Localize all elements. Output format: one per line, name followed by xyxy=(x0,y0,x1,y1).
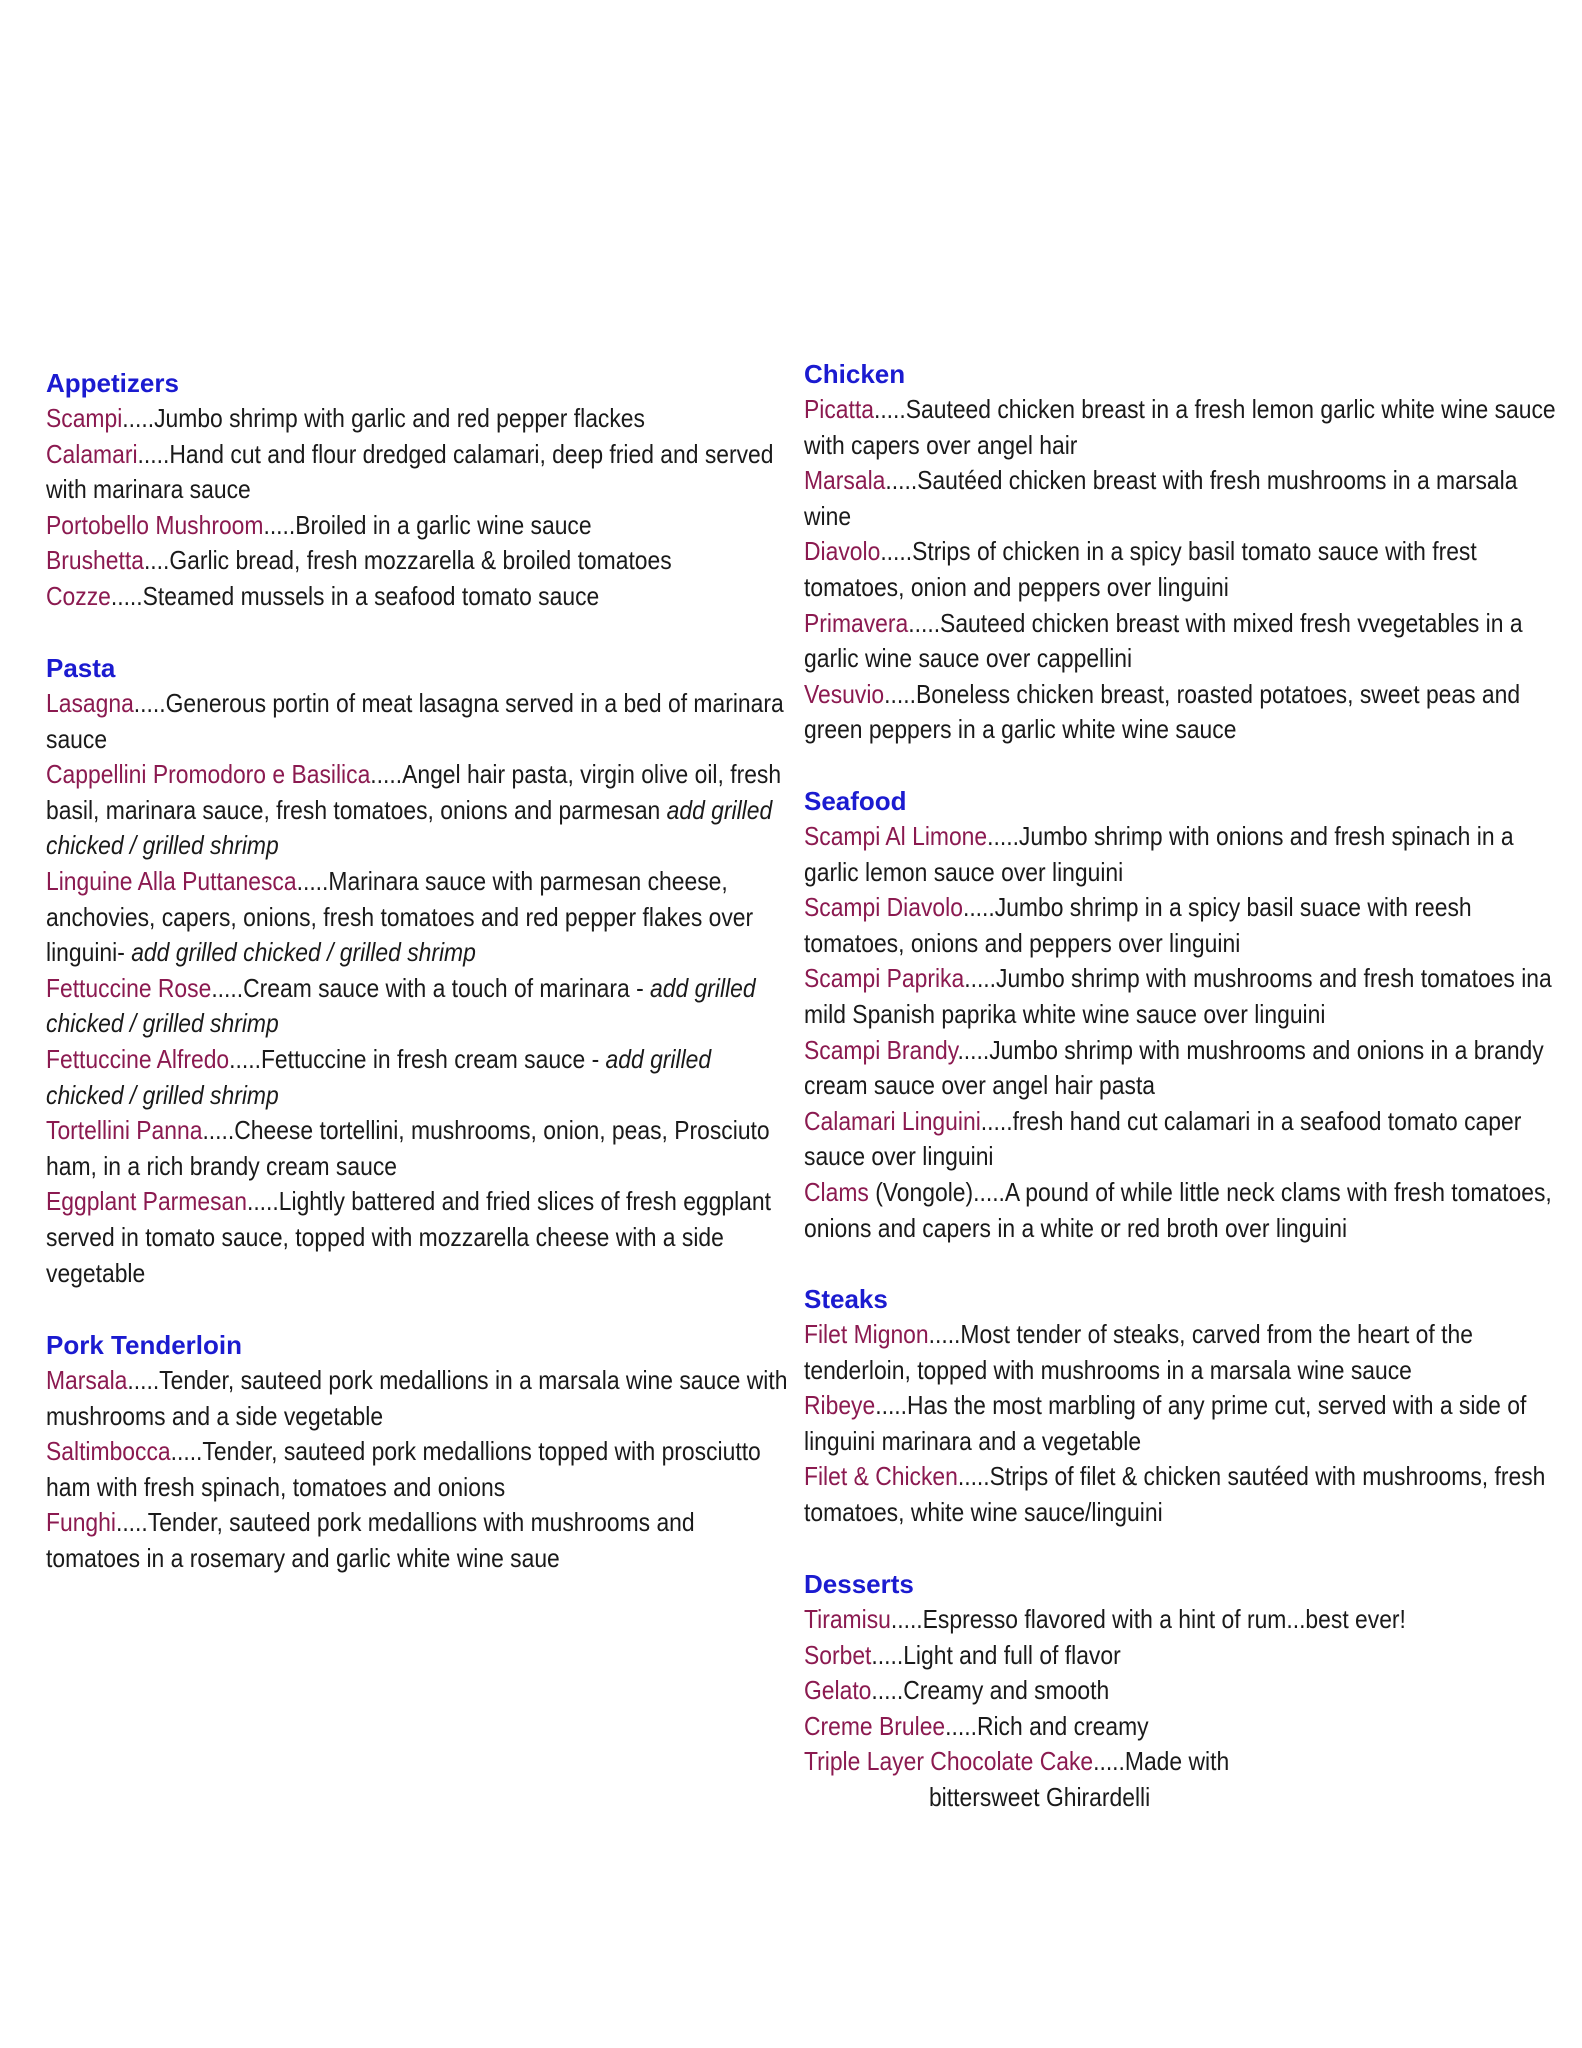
item-description: Most tender of steaks, carved from the heart of the tenderloin, topped with mushrooms in a marsala wine sauce xyxy=(804,1319,1473,1385)
item-name: Brushetta xyxy=(46,545,144,576)
item-name: Cappellini Promodoro e Basilica xyxy=(46,759,371,790)
item-description: Jumbo shrimp with mushrooms and onions in a brandy cream sauce over angel hair pasta xyxy=(804,1034,1544,1101)
item-name: Clams xyxy=(804,1176,869,1207)
item-description: A pound of while little neck clams with fresh tomatoes, onions and capers in a white or red broth over linguini xyxy=(804,1176,1552,1243)
item-name: Eggplant Parmesan xyxy=(46,1186,247,1217)
menu-item: Calamari Linguini.....fresh hand cut calamari in a seafood tomato caper sauce over linguini xyxy=(804,1105,1522,1172)
menu-item: Lasagna.....Generous portin of meat lasagna served in a bed of marinara sauce xyxy=(46,688,784,754)
item-name: Vesuvio xyxy=(804,678,885,709)
menu-item: Portobello Mushroom.....Broiled in a garlic wine sauce xyxy=(46,509,592,540)
item-name: Portobello Mushroom xyxy=(46,509,264,540)
item-description: Steamed mussels in a seafood tomato sauce xyxy=(142,580,600,611)
item-note: add grilled chicked / grilled shrimp xyxy=(131,937,476,968)
menu-item: Brushetta....Garlic bread, fresh mozzarella & broiled tomatoes xyxy=(46,545,672,576)
item-name: Diavolo xyxy=(804,536,881,567)
item-note: add grilled chicked / grilled shrimp xyxy=(46,1043,712,1110)
menu-item: Sorbet.....Light and full of flavor xyxy=(804,1639,1121,1670)
menu-item: Eggplant Parmesan.....Lightly battered and fried slices of fresh eggplant served in tomato sauce, topped with mozzarella cheese with a side vegetable xyxy=(46,1186,771,1288)
menu-item: Saltimbocca.....Tender, sauteed pork medallions topped with prosciutto ham with fresh spinach, tomatoes and onions xyxy=(46,1436,761,1502)
item-name: Calamari xyxy=(46,438,138,469)
section-heading: Steaks xyxy=(804,1284,888,1314)
item-description: Has the most marbling of any prime cut, served with a side of linguini marinara and a vegetable xyxy=(804,1390,1527,1456)
section-chicken xyxy=(804,356,1564,748)
item-description: Hand cut and flour dredged calamari, deep fried and served with marinara sauce xyxy=(46,438,774,505)
item-name: Tiramisu xyxy=(804,1604,891,1634)
item-description: fresh hand cut calamari in a seafood tomato caper sauce over linguini xyxy=(804,1105,1522,1172)
item-name: Creme Brulee xyxy=(804,1710,946,1741)
item-description-continued: bittersweet Ghirardelli xyxy=(928,1781,1151,1812)
item-description: Espresso flavored with a hint of rum...best ever! xyxy=(922,1604,1406,1634)
section-desserts xyxy=(804,1566,1564,1816)
menu-item: Triple Layer Chocolate Cake.....Made with bittersweet Ghirardelli xyxy=(804,1744,1564,1815)
item-description: Jumbo shrimp with garlic and red pepper flackes xyxy=(154,403,645,433)
menu-item: Funghi.....Tender, sauteed pork medallions with mushrooms and tomatoes in a rosemary and garlic white wine saue xyxy=(46,1507,695,1573)
menu-item: Scampi Diavolo.....Jumbo shrimp in a spicy basil suace with reesh tomatoes, onions and peppers over linguini xyxy=(804,892,1472,958)
menu-item: Fettuccine Alfredo.....Fettuccine in fresh cream sauce - add grilled chicked / grilled shrimp xyxy=(46,1043,712,1110)
item-note: add grilled chicked / grilled shrimp xyxy=(46,972,756,1039)
item-name: Filet Mignon xyxy=(804,1319,929,1349)
item-name: Scampi Al Limone xyxy=(804,821,988,851)
item-name: Primavera xyxy=(804,607,909,638)
menu-item: Scampi Paprika.....Jumbo shrimp with mushrooms and fresh tomatoes ina mild Spanish paprika white wine sauce over linguini xyxy=(804,963,1552,1029)
menu-item: Linguine Alla Puttanesca.....Marinara sauce with parmesan cheese, anchovies, capers, onions, fresh tomatoes and red pepper flakes over linguini- add grilled chicked / grilled shrimp xyxy=(46,865,754,968)
item-name: Triple Layer Chocolate Cake xyxy=(804,1746,1094,1777)
menu-item: Scampi Brandy.....Jumbo shrimp with mushrooms and onions in a brandy cream sauce over angel hair pasta xyxy=(804,1034,1544,1101)
item-description: Sauteed chicken breast with mixed fresh vvegetables in a garlic wine sauce over cappellini xyxy=(804,607,1523,674)
item-name: Funghi xyxy=(46,1507,116,1538)
item-name: Linguine Alla Puttanesca xyxy=(46,865,297,896)
item-description: Rich and creamy xyxy=(976,1710,1149,1741)
section-steaks xyxy=(804,1281,1564,1531)
item-description: Tender, sauteed pork medallions in a marsala wine sauce with mushrooms and a side vegetable xyxy=(46,1365,788,1431)
item-description: Lightly battered and fried slices of fresh eggplant served in tomato sauce, topped with mozzarella cheese with a side vegetable xyxy=(46,1186,771,1288)
item-description: Marinara sauce with parmesan cheese, anchovies, capers, onions, fresh tomatoes and red pepper flakes over linguini- xyxy=(46,865,754,968)
item-description: Jumbo shrimp with onions and fresh spinach in a garlic lemon sauce over linguini xyxy=(804,821,1514,887)
item-description: Light and full of flavor xyxy=(903,1639,1121,1670)
menu-item: Filet Mignon.....Most tender of steaks, carved from the heart of the tenderloin, topped with mushrooms in a marsala wine sauce xyxy=(804,1319,1473,1385)
item-description: Creamy and smooth xyxy=(903,1675,1110,1706)
item-name: Filet & Chicken xyxy=(804,1461,958,1492)
item-description: Angel hair pasta, virgin olive oil, fresh basil, marinara sauce, fresh tomatoes, onions and parmesan xyxy=(46,759,782,825)
section-appetizers xyxy=(46,365,790,615)
item-description: Cream sauce with a touch of marinara - xyxy=(243,972,651,1003)
menu-item: Scampi.....Jumbo shrimp with garlic and red pepper flackes xyxy=(46,403,645,433)
item-name: Calamari Linguini xyxy=(804,1105,981,1136)
item-name: Scampi Brandy xyxy=(804,1034,958,1065)
item-note: add grilled chicked / grilled shrimp xyxy=(46,794,773,861)
item-description: Sauteed chicken breast in a fresh lemon garlic white wine sauce with capers over angel hair xyxy=(804,394,1556,460)
menu-item: Gelato.....Creamy and smooth xyxy=(804,1675,1110,1706)
item-name: Fettuccine Alfredo xyxy=(46,1043,230,1074)
section-seafood xyxy=(804,783,1564,1246)
section-heading: Seafood xyxy=(804,786,907,816)
section-heading: Pork Tenderloin xyxy=(46,1330,242,1360)
menu-item: Picatta.....Sauteed chicken breast in a fresh lemon garlic white wine sauce with capers over angel hair xyxy=(804,394,1556,460)
item-name: Fettuccine Rose xyxy=(46,972,212,1003)
item-description: Boneless chicken breast, roasted potatoes, sweet peas and green peppers in a garlic white wine sauce xyxy=(804,678,1521,745)
item-name: Scampi xyxy=(46,403,123,433)
item-name: Marsala xyxy=(46,1365,128,1395)
item-description: Fettuccine in fresh cream sauce - xyxy=(260,1043,606,1074)
item-name: Sorbet xyxy=(804,1639,872,1670)
item-description: Tender, sauteed pork medallions with mushrooms and tomatoes in a rosemary and garlic white wine saue xyxy=(46,1507,695,1573)
item-description: Strips of chicken in a spicy basil tomato sauce with frest tomatoes, onion and peppers over linguini xyxy=(804,536,1477,602)
item-description: Tender, sauteed pork medallions topped with prosciutto ham with fresh spinach, tomatoes and onions xyxy=(46,1436,761,1502)
menu-item: Clams (Vongole).....A pound of while little neck clams with fresh tomatoes, onions and capers in a white or red broth over linguini xyxy=(804,1176,1552,1243)
item-description: Strips of filet & chicken sautéed with mushrooms, fresh tomatoes, white wine sauce/linguini xyxy=(804,1461,1546,1527)
section-heading: Chicken xyxy=(804,359,906,389)
menu-item: Creme Brulee.....Rich and creamy xyxy=(804,1710,1149,1741)
item-description: Generous portin of meat lasagna served in a bed of marinara sauce xyxy=(46,688,784,754)
section-heading: Desserts xyxy=(804,1569,914,1599)
item-name: Gelato xyxy=(804,1675,872,1706)
menu-item: Marsala.....Tender, sauteed pork medallions in a marsala wine sauce with mushrooms and a side vegetable xyxy=(46,1365,788,1431)
item-description: Broiled in a garlic wine sauce xyxy=(295,509,592,540)
item-name: Ribeye xyxy=(804,1390,876,1421)
menu-item: Vesuvio.....Boneless chicken breast, roasted potatoes, sweet peas and green peppers in a garlic white wine sauce xyxy=(804,678,1521,745)
section-pork-tenderloin xyxy=(46,1327,790,1577)
item-name: Marsala xyxy=(804,465,886,496)
menu-item: Cozze.....Steamed mussels in a seafood tomato sauce xyxy=(46,580,600,611)
menu-item: Ribeye.....Has the most marbling of any prime cut, served with a side of linguini marinara and a vegetable xyxy=(804,1390,1527,1456)
menu-item: Fettuccine Rose.....Cream sauce with a touch of marinara - add grilled chicked / grilled shrimp xyxy=(46,972,756,1039)
item-name: Picatta xyxy=(804,394,874,424)
item-name: Cozze xyxy=(46,580,111,611)
item-description: Jumbo shrimp with mushrooms and fresh tomatoes ina mild Spanish paprika white wine sauce over linguini xyxy=(804,963,1552,1029)
section-pasta xyxy=(46,650,790,1291)
menu-item: Cappellini Promodoro e Basilica.....Angel hair pasta, virgin olive oil, fresh basil, marinara sauce, fresh tomatoes, onions and parmesan add grilled chicked / grilled shrimp xyxy=(46,759,782,861)
item-name: Saltimbocca xyxy=(46,1436,171,1467)
item-description: Made with xyxy=(1124,1746,1230,1777)
section-heading: Pasta xyxy=(46,653,116,683)
menu-item: Calamari.....Hand cut and flour dredged calamari, deep fried and served with marinara sauce xyxy=(46,438,774,505)
menu-item: Primavera.....Sauteed chicken breast with mixed fresh vvegetables in a garlic wine sauce over cappellini xyxy=(804,607,1523,674)
item-description: Cheese tortellini, mushrooms, onion, peas, Prosciuto ham, in a rich brandy cream sauce xyxy=(46,1115,770,1181)
menu-item: Filet & Chicken.....Strips of filet & chicken sautéed with mushrooms, fresh tomatoes, white wine sauce/linguini xyxy=(804,1461,1546,1527)
item-name: Scampi Paprika xyxy=(804,963,965,994)
menu-item: Scampi Al Limone.....Jumbo shrimp with onions and fresh spinach in a garlic lemon sauce over linguini xyxy=(804,821,1514,887)
item-name: Lasagna xyxy=(46,688,134,718)
section-heading: Appetizers xyxy=(46,368,179,398)
menu-item: Tortellini Panna.....Cheese tortellini, mushrooms, onion, peas, Prosciuto ham, in a rich brandy cream sauce xyxy=(46,1115,770,1181)
item-description: Garlic bread, fresh mozzarella & broiled tomatoes xyxy=(169,545,672,576)
menu-item: Tiramisu.....Espresso flavored with a hint of rum...best ever! xyxy=(804,1604,1406,1634)
item-name: Scampi Diavolo xyxy=(804,892,963,923)
menu-item: Marsala.....Sautéed chicken breast with fresh mushrooms in a marsala wine xyxy=(804,465,1518,531)
item-description: Jumbo shrimp in a spicy basil suace with reesh tomatoes, onions and peppers over linguini xyxy=(804,892,1472,958)
item-description: Sautéed chicken breast with fresh mushrooms in a marsala wine xyxy=(804,465,1518,531)
menu-item: Diavolo.....Strips of chicken in a spicy basil tomato sauce with frest tomatoes, onion and peppers over linguini xyxy=(804,536,1477,602)
item-name: Tortellini Panna xyxy=(46,1115,203,1146)
